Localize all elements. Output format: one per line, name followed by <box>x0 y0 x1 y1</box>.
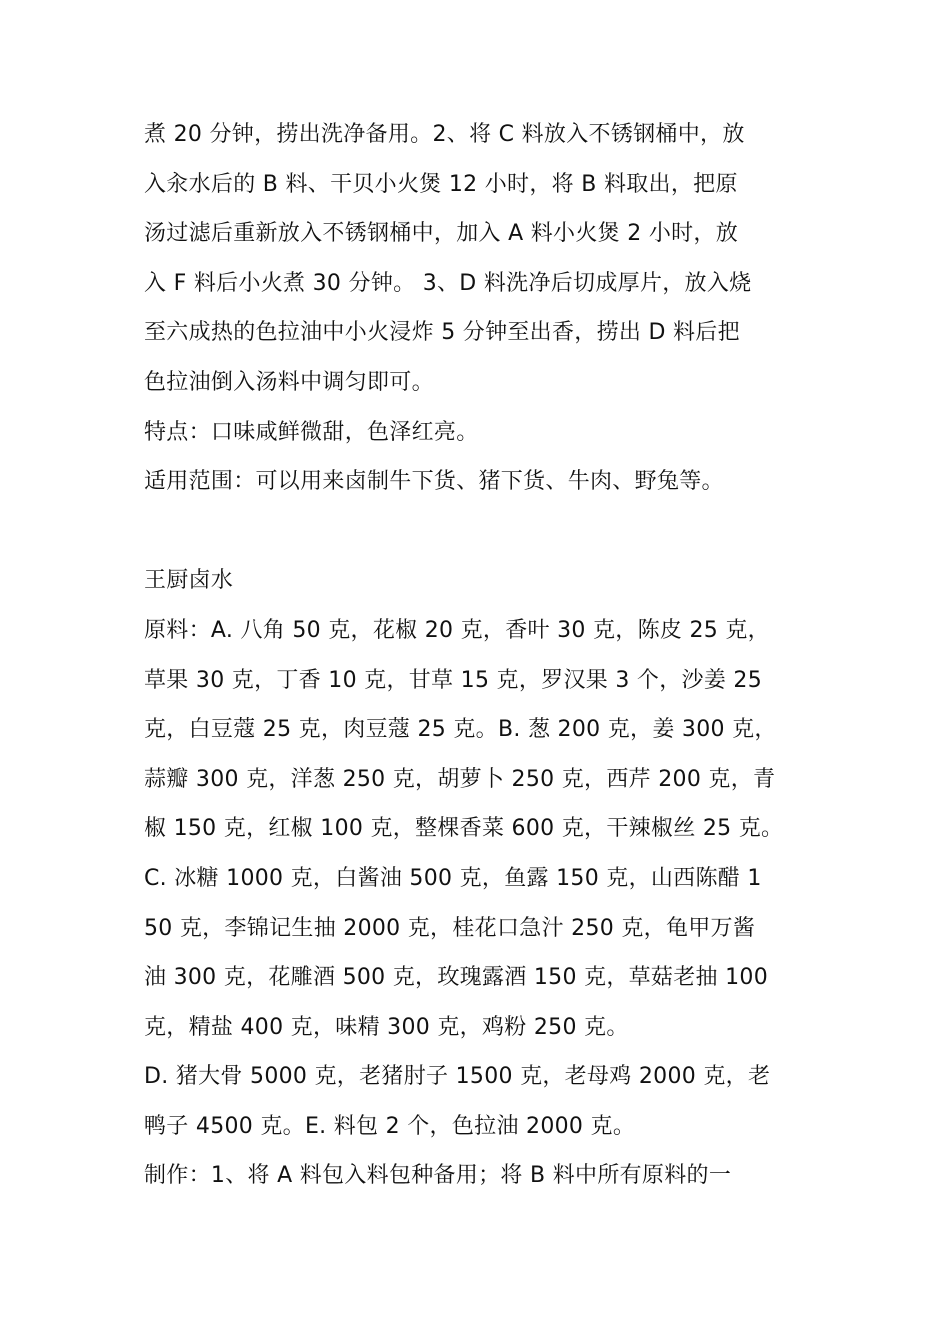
text-line: D. 猪大骨 5000 克，老猪肘子 1500 克，老母鸡 2000 克，老 <box>144 1064 771 1090</box>
text-line: 鸭子 4500 克。E. 料包 2 个，色拉油 2000 克。 <box>144 1113 636 1139</box>
text-line: 入汆水后的 B 料、干贝小火煲 12 小时，将 B 料取出，把原 <box>144 171 738 197</box>
text-line: 50 克，李锦记生抽 2000 克，桂花口急汁 250 克，龟甲万酱 <box>144 915 756 941</box>
text-line: 椒 150 克，红椒 100 克，整棵香菜 600 克，干辣椒丝 25 克。 <box>144 816 784 842</box>
text-line: 原料：A. 八角 50 克，花椒 20 克，香叶 30 克，陈皮 25 克， <box>144 617 770 643</box>
text-line: 油 300 克，花雕酒 500 克，玫瑰露酒 150 克，草菇老抽 100 <box>144 965 769 991</box>
paragraph-block-1 <box>144 110 812 507</box>
paragraph-block-2 <box>144 556 812 1201</box>
text-line: 草果 30 克，丁香 10 克，甘草 15 克，罗汉果 3 个，沙姜 25 <box>144 667 763 693</box>
text-line: 入 F 料后小火煮 30 分钟。 3、D 料洗净后切成厚片，放入烧 <box>144 270 752 296</box>
text-line: 克，白豆蔻 25 克，肉豆蔻 25 克。B. 葱 200 克，姜 300 克， <box>144 717 777 743</box>
text-line: 汤过滤后重新放入不锈钢桶中，加入 A 料小火煲 2 小时，放 <box>144 221 739 247</box>
text-line: 蒜瓣 300 克，洋葱 250 克，胡萝卜 250 克，西芹 200 克，青 <box>144 766 776 792</box>
features-line: 特点：口味咸鲜微甜，色泽红亮。 <box>144 419 479 445</box>
text-line: 煮 20 分钟，捞出洗净备用。2、将 C 料放入不锈钢桶中，放 <box>144 122 745 147</box>
recipe-title: 王厨卤水 <box>144 568 234 594</box>
document-page <box>144 110 812 1201</box>
text-line: 至六成热的色拉油中小火浸炸 5 分钟至出香，捞出 D 料后把 <box>144 320 740 346</box>
text-line: 色拉油倒入汤料中调匀即可。 <box>144 369 434 395</box>
usage-scope-line: 适用范围：可以用来卤制牛下货、猪下货、牛肉、野兔等。 <box>144 469 724 495</box>
text-line: C. 冰糖 1000 克，白酱油 500 克，鱼露 150 克，山西陈醋 1 <box>144 865 762 891</box>
text-line: 克，精盐 400 克，味精 300 克，鸡粉 250 克。 <box>144 1014 629 1040</box>
blank-line <box>144 507 812 557</box>
text-line: 制作：1、将 A 料包入料包种备用；将 B 料中所有原料的一 <box>144 1163 732 1189</box>
